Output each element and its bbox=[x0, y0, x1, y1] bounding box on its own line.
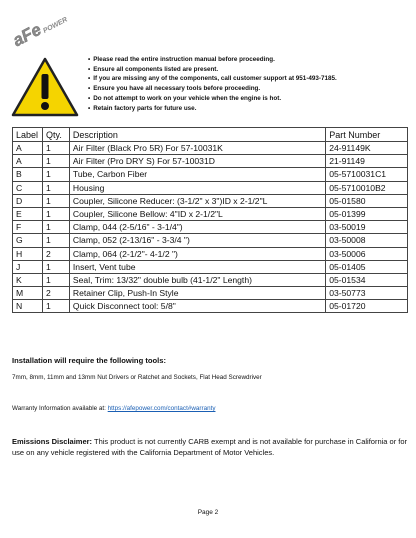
cell-description: Housing bbox=[69, 181, 325, 194]
cell-qty: 1 bbox=[42, 273, 69, 286]
emissions-label: Emissions Disclaimer: bbox=[12, 437, 93, 446]
cell-part-number: 05-01534 bbox=[326, 273, 408, 286]
cell-qty: 1 bbox=[42, 168, 69, 181]
svg-text:POWER: POWER bbox=[42, 16, 69, 35]
warning-item: • Ensure all components listed are present. bbox=[88, 65, 408, 75]
header-label: Label bbox=[13, 128, 43, 142]
cell-description: Coupler, Silicone Reducer: (3-1/2" x 3")ID x 2-1/2"L bbox=[69, 194, 325, 207]
cell-label: H bbox=[13, 247, 43, 260]
cell-label: M bbox=[13, 287, 43, 300]
cell-qty: 2 bbox=[42, 247, 69, 260]
cell-qty: 1 bbox=[42, 194, 69, 207]
page-number: Page 2 bbox=[197, 509, 219, 516]
warning-item: • Do not attempt to work on your vehicle when the engine is hot. bbox=[88, 94, 408, 104]
cell-description: Clamp, 052 (2-13/16" - 3-3/4 ") bbox=[69, 234, 325, 247]
table-row bbox=[13, 168, 408, 181]
warning-list bbox=[88, 55, 408, 113]
warning-item: • Please read the entire instruction manual before proceeding. bbox=[88, 55, 408, 65]
table-row bbox=[13, 142, 408, 155]
cell-part-number: 05-5710010B2 bbox=[326, 181, 408, 194]
cell-label: A bbox=[13, 142, 43, 155]
table-row bbox=[13, 260, 408, 273]
cell-part-number: 03-50773 bbox=[326, 287, 408, 300]
afe-power-logo bbox=[8, 4, 70, 50]
cell-label: B bbox=[13, 168, 43, 181]
cell-description: Air Filter (Black Pro 5R) For 57-10031K bbox=[69, 142, 325, 155]
cell-part-number: 03-50019 bbox=[326, 221, 408, 234]
warranty-label: Warranty Information available at: bbox=[12, 405, 108, 412]
cell-label: G bbox=[13, 234, 43, 247]
cell-qty: 1 bbox=[42, 155, 69, 168]
cell-description: Seal, Trim: 13/32" double bulb (41-1/2" Length) bbox=[69, 273, 325, 286]
header-part-number: Part Number bbox=[326, 128, 408, 142]
cell-part-number: 05-01580 bbox=[326, 194, 408, 207]
cell-label: D bbox=[13, 194, 43, 207]
cell-qty: 1 bbox=[42, 300, 69, 313]
cell-label: A bbox=[13, 155, 43, 168]
cell-qty: 2 bbox=[42, 287, 69, 300]
table-row bbox=[13, 155, 408, 168]
cell-description: Insert, Vent tube bbox=[69, 260, 325, 273]
table-row bbox=[13, 181, 408, 194]
cell-part-number: 05-01405 bbox=[326, 260, 408, 273]
table-row bbox=[13, 273, 408, 286]
cell-part-number: 24-91149K bbox=[326, 142, 408, 155]
table-row bbox=[13, 287, 408, 300]
cell-label: C bbox=[13, 181, 43, 194]
parts-table-body bbox=[13, 142, 408, 313]
cell-part-number: 03-50008 bbox=[326, 234, 408, 247]
cell-description: Quick Disconnect tool: 5/8" bbox=[69, 300, 325, 313]
table-row bbox=[13, 247, 408, 260]
cell-label: F bbox=[13, 221, 43, 234]
cell-part-number: 05-5710031C1 bbox=[326, 168, 408, 181]
cell-qty: 1 bbox=[42, 260, 69, 273]
warning-icon bbox=[10, 56, 80, 118]
installation-heading: Installation will require the following tools: bbox=[12, 356, 166, 365]
table-row bbox=[13, 207, 408, 220]
cell-label: E bbox=[13, 207, 43, 220]
warranty-link[interactable]: https://afepower.com/contact#warranty bbox=[107, 405, 216, 412]
cell-description: Retainer Clip, Push-In Style bbox=[69, 287, 325, 300]
cell-qty: 1 bbox=[42, 234, 69, 247]
cell-label: K bbox=[13, 273, 43, 286]
cell-part-number: 05-01399 bbox=[326, 207, 408, 220]
cell-description: Coupler, Silicone Bellow: 4"ID x 2-1/2"L bbox=[69, 207, 325, 220]
emissions-text: This product is not currently CARB exempt and is not available for purchase in California or for use on any vehicle registered with the California Department of Motor Vehicles. bbox=[12, 437, 408, 457]
table-header-row bbox=[13, 128, 408, 142]
cell-qty: 1 bbox=[42, 142, 69, 155]
cell-part-number: 03-50006 bbox=[326, 247, 408, 260]
svg-text:aFe: aFe bbox=[9, 19, 45, 50]
table-row bbox=[13, 194, 408, 207]
warranty-info bbox=[12, 405, 215, 412]
warning-item: • Ensure you have all necessary tools before proceeding. bbox=[88, 84, 408, 94]
emissions-disclaimer bbox=[12, 437, 408, 458]
cell-part-number: 21-91149 bbox=[326, 155, 408, 168]
cell-description: Clamp, 044 (2-5/16" - 3-1/4") bbox=[69, 221, 325, 234]
cell-part-number: 05-01720 bbox=[326, 300, 408, 313]
header-qty: Qty. bbox=[42, 128, 69, 142]
table-row bbox=[13, 300, 408, 313]
table-row bbox=[13, 234, 408, 247]
cell-description: Air Filter (Pro DRY S) For 57-10031D bbox=[69, 155, 325, 168]
warning-item: • Retain factory parts for future use. bbox=[88, 104, 408, 114]
cell-description: Clamp, 064 (2-1/2"- 4-1/2 ") bbox=[69, 247, 325, 260]
cell-qty: 1 bbox=[42, 207, 69, 220]
cell-qty: 1 bbox=[42, 221, 69, 234]
cell-label: J bbox=[13, 260, 43, 273]
cell-qty: 1 bbox=[42, 181, 69, 194]
tools-list: 7mm, 8mm, 11mm and 13mm Nut Drivers or Ratchet and Sockets, Flat Head Screwdriver bbox=[12, 374, 262, 381]
header-description: Description bbox=[69, 128, 325, 142]
table-row bbox=[13, 221, 408, 234]
cell-description: Tube, Carbon Fiber bbox=[69, 168, 325, 181]
parts-table bbox=[12, 127, 408, 313]
warning-item: • If you are missing any of the components, call customer support at 951-493-7185. bbox=[88, 74, 408, 84]
cell-label: N bbox=[13, 300, 43, 313]
